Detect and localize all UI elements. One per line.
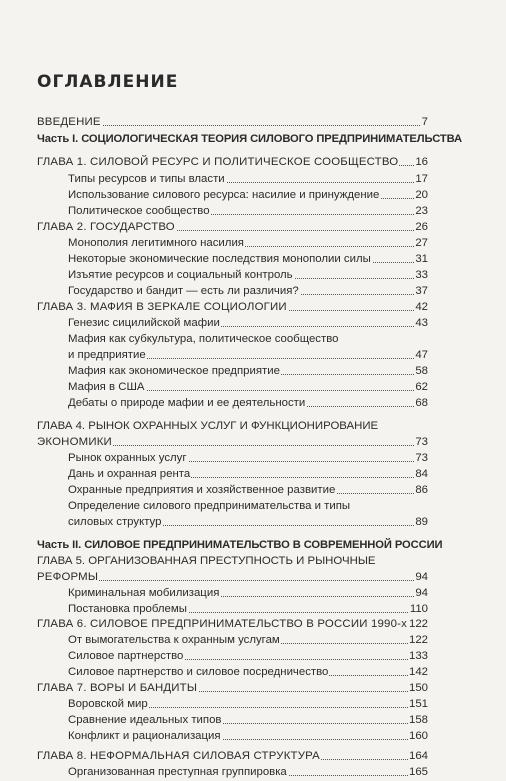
toc-entry-title: Рынок охранных услуг (68, 452, 187, 464)
toc-entry-title: Дебаты о природе мафии и ее деятельности (68, 397, 306, 409)
toc-entry-title: Криминальная мобилизация (68, 587, 220, 599)
toc-section-entry (0, 648, 506, 664)
toc-entry-title: Мафия как экономическое предприятие (68, 365, 280, 377)
toc-entry-title: и предприятие (68, 349, 146, 361)
toc-entry-title: ЭКОНОМИКИ (37, 436, 112, 448)
toc-entry-title: силовых структур (68, 516, 162, 528)
toc-entry-title: Организованная преступная группировка (68, 766, 287, 778)
toc-section-entry (0, 764, 506, 780)
toc-page-number: 23 (415, 205, 428, 217)
toc-entry-title: Мафия как субкультура, политическое сообщество (68, 333, 339, 345)
page-title: ОГЛАВЛЕНИЕ (37, 72, 179, 92)
toc-page-number: 164 (408, 750, 428, 762)
toc-page-number: 68 (415, 397, 428, 409)
toc-section-entry (0, 267, 506, 283)
toc-page-number: 16 (415, 156, 428, 168)
toc-entry-title: Силовое партнерство и силовое посредничество (68, 666, 329, 678)
toc-entry-title: РЕФОРМЫ (37, 571, 99, 583)
toc-page-number: 26 (415, 221, 428, 233)
toc-entry-title: Мафия в США (68, 381, 145, 393)
toc-page-number: 17 (415, 173, 428, 185)
toc-section-entry (0, 466, 506, 482)
toc-chapter-entry (0, 219, 506, 235)
toc-entry-title: Политическое сообщество (68, 205, 210, 217)
toc-page-number: 58 (415, 365, 428, 377)
toc-entry-title: ГЛАВА 1. СИЛОВОЙ РЕСУРС И ПОЛИТИЧЕСКОЕ СООБЩЕСТВО (37, 156, 399, 168)
toc-entry-title: Государство и бандит — есть ли различия? (68, 285, 299, 297)
toc-section-entry (0, 395, 506, 411)
toc-page-number: 73 (415, 436, 428, 448)
toc-page-number: 84 (415, 468, 428, 480)
toc-entry-title: Часть I. СОЦИОЛОГИЧЕСКАЯ ТЕОРИЯ СИЛОВОГО ПРЕДПРИНИМАТЕЛЬСТВА (37, 133, 463, 145)
toc-chapter-entry (0, 569, 506, 585)
toc-section-entry (0, 585, 506, 601)
toc-section-entry (0, 514, 506, 530)
toc-page-number: 133 (408, 650, 428, 662)
toc-entry-title: Определение силового предпринимательства и типы (68, 500, 351, 512)
toc-entry-title: Некоторые экономические последствия монополии силы (68, 253, 371, 265)
toc-entry-title: ГЛАВА 4. РЫНОК ОХРАННЫХ УСЛУГ И ФУНКЦИОНИРОВАНИЕ (37, 420, 379, 432)
toc-entry-title: Типы ресурсов и типы власти (68, 173, 225, 185)
toc-page-number: 142 (408, 666, 428, 678)
toc-section-entry (0, 379, 506, 395)
toc-entry-title: Использование силового ресурса: насилие и принуждение (68, 189, 380, 201)
toc-page-number: 122 (408, 634, 428, 646)
toc-page-number: 43 (415, 317, 428, 329)
toc-part-heading (0, 131, 506, 147)
toc-entry-title: Генезис сицилийской мафии (68, 317, 220, 329)
toc-entry-title: ГЛАВА 3. МАФИЯ В ЗЕРКАЛЕ СОЦИОЛОГИИ (37, 301, 287, 313)
toc-section-entry (0, 632, 506, 648)
toc-chapter-entry (0, 553, 506, 569)
toc-entry-title: Дань и охранная рента (68, 468, 191, 480)
toc-section-entry (0, 235, 506, 251)
toc-entry-title: ГЛАВА 2. ГОСУДАРСТВО (37, 221, 175, 233)
toc-section-entry (0, 482, 506, 498)
toc-entry-title: Воровской мир (68, 698, 148, 710)
toc-page-number: 165 (408, 766, 428, 778)
toc-entry-title: Сравнение идеальных типов (68, 714, 222, 726)
toc-page-number: 20 (415, 189, 428, 201)
toc-section-entry (0, 347, 506, 363)
toc-section-entry (0, 251, 506, 267)
toc-section-entry (0, 363, 506, 379)
toc-section-entry (0, 203, 506, 219)
toc-page-number: 33 (415, 269, 428, 281)
toc-page-number: 94 (415, 587, 428, 599)
toc-entry-title: ГЛАВА 6. СИЛОВОЕ ПРЕДПРИНИМАТЕЛЬСТВО В РОССИИ 1990-х (37, 618, 408, 630)
toc-section-entry (0, 283, 506, 299)
toc-chapter-entry (0, 299, 506, 315)
toc-entry-title: ВВЕДЕНИЕ (37, 116, 101, 128)
toc-entry-title: Конфликт и рационализация (68, 730, 221, 742)
toc-entry-title: Постановка проблемы (68, 603, 187, 615)
toc-section-entry (0, 187, 506, 203)
toc-section-entry (0, 498, 506, 514)
toc-section-entry (0, 664, 506, 680)
toc-page-number: 122 (408, 618, 428, 630)
toc-part-heading (0, 537, 506, 553)
toc-page-number: 7 (421, 116, 428, 128)
toc-page-number: 94 (415, 571, 428, 583)
toc-section-entry (0, 450, 506, 466)
toc-section-entry (0, 331, 506, 347)
toc-page-number: 37 (415, 285, 428, 297)
toc-page-number: 158 (408, 714, 428, 726)
toc-section-entry (0, 728, 506, 744)
toc-section-entry (0, 601, 506, 617)
toc-section-entry (0, 712, 506, 728)
toc-entry-title: От вымогательства к охранным услугам (68, 634, 280, 646)
toc-section-entry (0, 171, 506, 187)
toc-entry-title: ГЛАВА 8. НЕФОРМАЛЬНАЯ СИЛОВАЯ СТРУКТУРА (37, 750, 320, 762)
toc-page-number: 86 (415, 484, 428, 496)
toc-page-number: 42 (415, 301, 428, 313)
toc-entry-title: Охранные предприятия и хозяйственное развитие (68, 484, 336, 496)
toc-page-number: 27 (415, 237, 428, 249)
toc-chapter-entry (0, 680, 506, 696)
toc-page-number: 47 (415, 349, 428, 361)
toc-page-number: 73 (415, 452, 428, 464)
toc-entry-title: Монополия легитимного насилия (68, 237, 244, 249)
toc-page-number: 31 (415, 253, 428, 265)
toc-chapter-entry (0, 748, 506, 764)
toc-chapter-entry (0, 418, 506, 434)
toc-entry-title: Часть II. СИЛОВОЕ ПРЕДПРИНИМАТЕЛЬСТВО В СОВРЕМЕННОЙ РОССИИ (37, 539, 443, 551)
toc-page-number: 110 (409, 603, 428, 615)
toc-chapter-entry (0, 114, 506, 130)
toc-chapter-entry (0, 434, 506, 450)
toc-chapter-entry (0, 616, 506, 632)
toc-section-entry (0, 696, 506, 712)
toc-entry-title: ГЛАВА 5. ОРГАНИЗОВАННАЯ ПРЕСТУПНОСТЬ И РЫНОЧНЫЕ (37, 555, 376, 567)
toc-section-entry (0, 315, 506, 331)
toc-entry-title: Силовое партнерство (68, 650, 184, 662)
toc-page-number: 160 (408, 730, 428, 742)
toc-entry-title: ГЛАВА 7. ВОРЫ И БАНДИТЫ (37, 682, 198, 694)
toc-page-number: 62 (415, 381, 428, 393)
toc-page-number: 151 (408, 698, 428, 710)
toc-chapter-entry (0, 154, 506, 170)
toc-page-number: 150 (408, 682, 428, 694)
toc-entry-title: Изъятие ресурсов и социальный контроль (68, 269, 293, 281)
toc-page-number: 89 (415, 516, 428, 528)
